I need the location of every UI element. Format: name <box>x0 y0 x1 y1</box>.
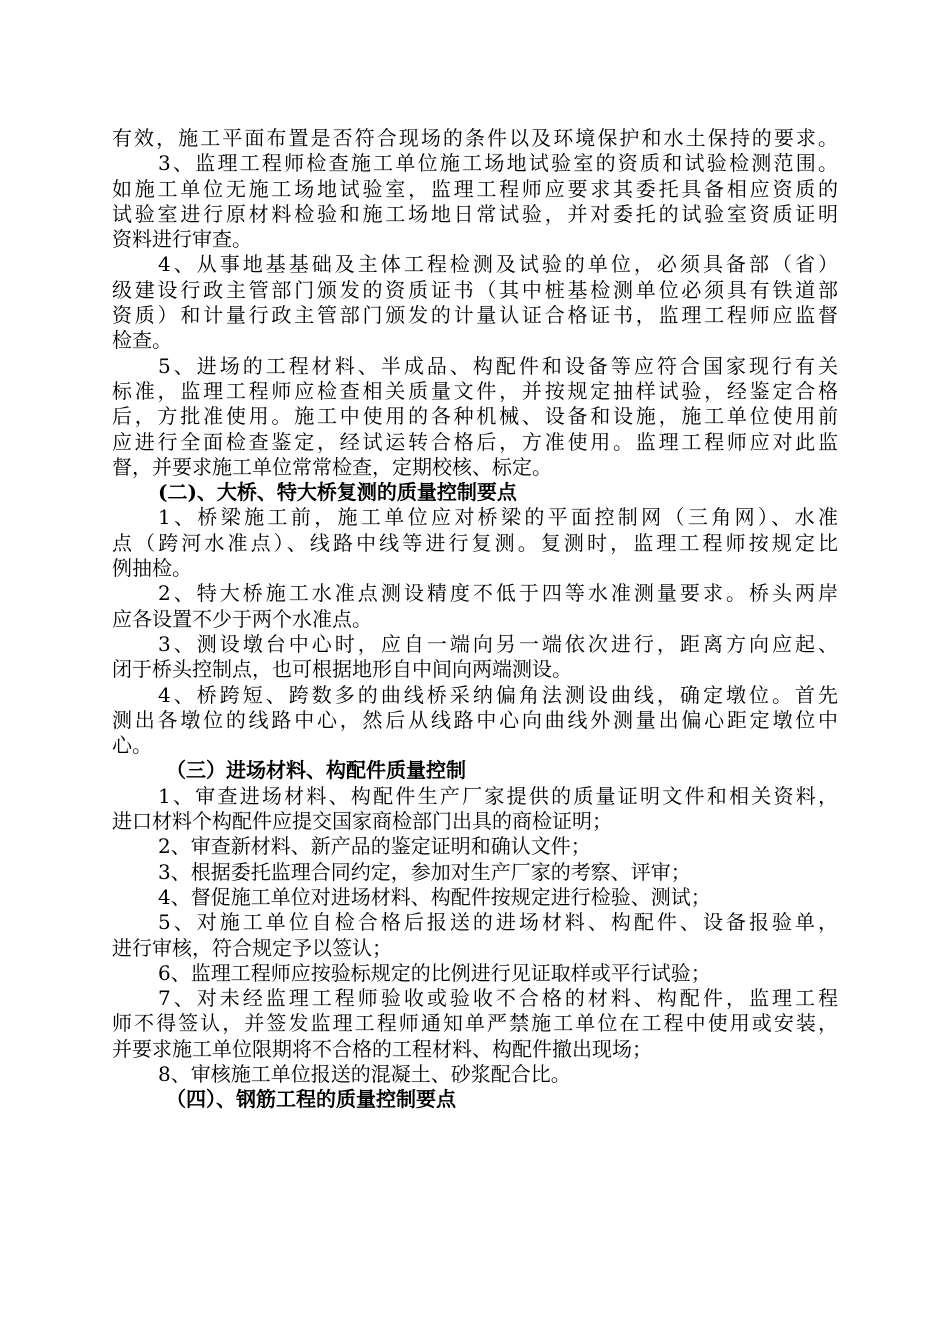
text-line: 3、测设墩台中心时，应自一端向另一端依次进行，距离方向应起、 <box>158 631 838 656</box>
text-line: 师不得签认，并签发监理工程师通知单严禁施工单位在工程中使用或安装， <box>112 1011 838 1036</box>
text-line: 2、审查新材料、新产品的鉴定证明和确认文件； <box>158 834 591 859</box>
text-line: 进行审核，符合规定予以签认； <box>112 935 392 960</box>
text-line: 7、对未经监理工程师验收或验收不合格的材料、构配件，监理工程 <box>158 986 838 1011</box>
text-line: 3、监理工程师检查施工单位施工场地试验室的资质和试验检测范围。 <box>158 151 838 176</box>
text-line: 级建设行政主管部门颁发的资质证书（其中桩基检测单位必须具有铁道部 <box>112 277 838 302</box>
text-line: 1、审查进场材料、构配件生产厂家提供的质量证明文件和相关资料， <box>158 783 838 808</box>
text-line: 6、监理工程师应按验标规定的比例进行见证取样或平行试验； <box>158 960 711 985</box>
section-heading: （四）、钢筋工程的质量控制要点 <box>166 1087 456 1112</box>
text-line: 心。 <box>112 733 152 758</box>
text-line: 2、特大桥施工水准点测设精度不低于四等水准测量要求。桥头两岸 <box>158 581 838 606</box>
text-line: 5、进场的工程材料、半成品、构配件和设备等应符合国家现行有关 <box>158 353 838 378</box>
text-line: 后，方批准使用。施工中使用的各种机械、设备和设施，施工单位使用前 <box>112 404 838 429</box>
text-line: 3、根据委托监理合同约定，参加对生产厂家的考察、评审； <box>158 859 691 884</box>
document-page <box>112 126 838 1113</box>
text-line: 试验室进行原材料检验和施工场地日常试验，并对委托的试验室资质证明 <box>112 201 838 226</box>
text-line: 资料进行审查。 <box>112 227 252 252</box>
section-heading: (二)、大桥、特大桥复测的质量控制要点 <box>158 480 517 505</box>
text-line: 8、审核施工单位报送的混凝土、砂浆配合比。 <box>158 1061 571 1086</box>
text-line: 闭于桥头控制点，也可根据地形自中间向两端测设。 <box>112 657 572 682</box>
text-line: 进口材料个构配件应提交国家商检部门出具的商检证明； <box>112 809 612 834</box>
text-line: 5、对施工单位自检合格后报送的进场材料、构配件、设备报验单， <box>158 910 838 935</box>
text-line: 资质）和计量行政主管部门颁发的计量认证合格证书，监理工程师应监督 <box>112 303 838 328</box>
text-line: 标准，监理工程师应检查相关质量文件，并按规定抽样试验，经鉴定合格 <box>112 378 838 403</box>
text-line: 督，并要求施工单位常常检查，定期校核、标定。 <box>112 454 552 479</box>
text-line: 应进行全面检查鉴定，经试运转合格后，方准使用。监理工程师应对此监 <box>112 429 838 454</box>
text-line: 应各设置不少于两个水准点。 <box>112 606 372 631</box>
section-heading: （三）进场材料、构配件质量控制 <box>166 758 466 783</box>
text-line: 并要求施工单位限期将不合格的工程材料、构配件撤出现场； <box>112 1036 652 1061</box>
text-line: 点（跨河水准点）、线路中线等进行复测。复测时，监理工程师按规定比 <box>112 530 838 555</box>
text-line: 4、从事地基基础及主体工程检测及试验的单位，必须具备部（省） <box>158 252 838 277</box>
text-line: 检查。 <box>112 328 172 353</box>
text-line: 1、桥梁施工前，施工单位应对桥梁的平面控制网（三角网）、水准 <box>158 505 838 530</box>
text-line: 4、督促施工单位对进场材料、构配件按规定进行检验、测试； <box>158 884 711 909</box>
text-line: 如施工单位无施工场地试验室，监理工程师应要求其委托具备相应资质的 <box>112 176 838 201</box>
text-line: 4、桥跨短、跨数多的曲线桥采纳偏角法测设曲线，确定墩位。首先 <box>158 682 838 707</box>
text-line: 有效，施工平面布置是否符合现场的条件以及环境保护和水土保持的要求。 <box>112 126 838 150</box>
text-line: 例抽检。 <box>112 556 192 581</box>
text-line: 测出各墩位的线路中心，然后从线路中心向曲线外测量出偏心距定墩位中 <box>112 707 838 732</box>
